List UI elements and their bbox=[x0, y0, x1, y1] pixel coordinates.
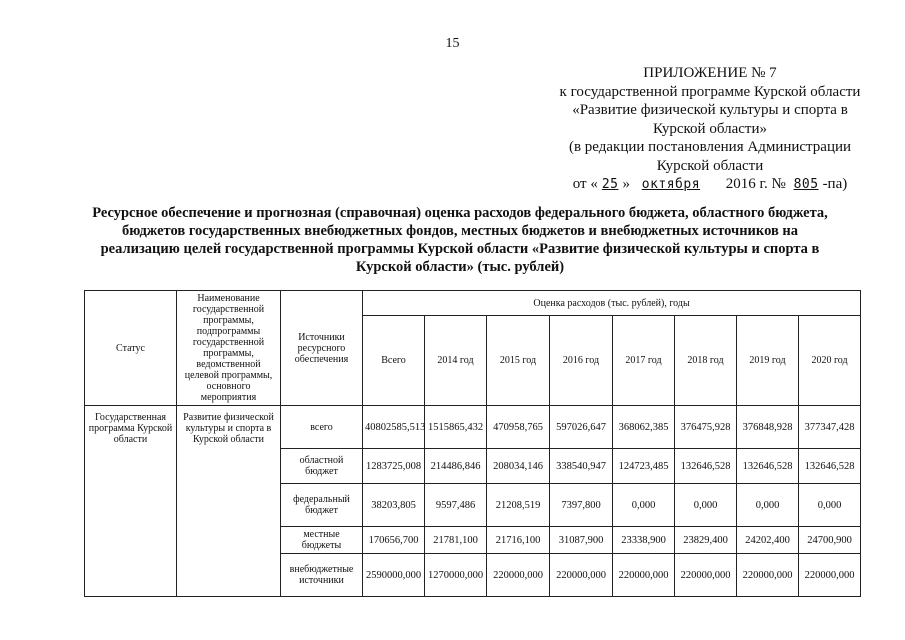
appendix-line: ПРИЛОЖЕНИЕ № 7 bbox=[643, 65, 777, 81]
cell-value: 220000,000 bbox=[613, 554, 675, 597]
cell-value: 21781,100 bbox=[425, 527, 487, 554]
cell-value: 9597,486 bbox=[425, 484, 487, 527]
header-year: 2020 год bbox=[799, 316, 861, 406]
cell-value: 21716,100 bbox=[487, 527, 550, 554]
page-number: 15 bbox=[445, 36, 460, 51]
cell-value: 377347,428 bbox=[799, 406, 861, 449]
cell-value: 0,000 bbox=[675, 484, 737, 527]
cell-value: 31087,900 bbox=[550, 527, 613, 554]
row-source: федеральный бюджет bbox=[281, 484, 363, 527]
cell-value: 220000,000 bbox=[799, 554, 861, 597]
row-source: местные бюджеты bbox=[281, 527, 363, 554]
cell-value: 23338,900 bbox=[613, 527, 675, 554]
cell-value: 338540,947 bbox=[550, 449, 613, 484]
cell-value: 368062,385 bbox=[613, 406, 675, 449]
cell-value: 132646,528 bbox=[675, 449, 737, 484]
row-source: областной бюджет bbox=[281, 449, 363, 484]
cell-value: 132646,528 bbox=[799, 449, 861, 484]
header-estimate: Оценка расходов (тыс. рублей), годы bbox=[363, 291, 861, 316]
cell-value: 21208,519 bbox=[487, 484, 550, 527]
program-status: Государственная программа Курской области bbox=[85, 406, 177, 597]
appendix-line: к государственной программе Курской области bbox=[559, 83, 861, 100]
header-sources: Источники ресурсного обеспечения bbox=[281, 291, 363, 406]
cell-value: 208034,146 bbox=[487, 449, 550, 484]
cell-value: 23829,400 bbox=[675, 527, 737, 554]
cell-value: 220000,000 bbox=[737, 554, 799, 597]
cell-value: 470958,765 bbox=[487, 406, 550, 449]
cell-value: 132646,528 bbox=[737, 449, 799, 484]
cell-value: 7397,800 bbox=[550, 484, 613, 527]
cell-value: 40802585,513 bbox=[363, 406, 425, 449]
date-suffix: -па) bbox=[822, 176, 848, 192]
date-number: 805 bbox=[793, 177, 819, 192]
program-name: Развитие физической культуры и спорта в Курской области bbox=[177, 406, 281, 597]
row-source: внебюджетные источники bbox=[281, 554, 363, 597]
date-month: октября bbox=[641, 177, 701, 192]
cell-value: 376475,928 bbox=[675, 406, 737, 449]
header-year: 2018 год bbox=[675, 316, 737, 406]
header-year: 2014 год bbox=[425, 316, 487, 406]
header-year: Всего bbox=[363, 316, 425, 406]
cell-value: 220000,000 bbox=[550, 554, 613, 597]
date-prefix: от « bbox=[572, 176, 598, 192]
cell-value: 220000,000 bbox=[675, 554, 737, 597]
row-source: всего bbox=[281, 406, 363, 449]
appendix-date-line bbox=[520, 175, 900, 195]
date-year: 2016 г. № bbox=[725, 176, 786, 192]
header-status: Статус bbox=[85, 291, 177, 406]
header-name: Наименование государственной программы, подпрограммы государственной программы, ведомственной целевой программы, основного мероприятия bbox=[177, 291, 281, 406]
appendix-line: Курской области» bbox=[653, 120, 767, 137]
cell-value: 1515865,432 bbox=[425, 406, 487, 449]
date-day: 25 bbox=[601, 177, 619, 192]
table-row bbox=[85, 406, 861, 449]
cell-value: 376848,928 bbox=[737, 406, 799, 449]
header-year: 2017 год bbox=[613, 316, 675, 406]
cell-value: 0,000 bbox=[799, 484, 861, 527]
date-mid: » bbox=[622, 176, 630, 192]
cell-value: 214486,846 bbox=[425, 449, 487, 484]
resource-table bbox=[84, 290, 861, 597]
appendix-line: (в редакции постановления Администрации bbox=[568, 139, 852, 155]
header-year: 2016 год bbox=[550, 316, 613, 406]
appendix-header bbox=[520, 64, 900, 195]
cell-value: 0,000 bbox=[737, 484, 799, 527]
cell-value: 170656,700 bbox=[363, 527, 425, 554]
document-title: Ресурсное обеспечение и прогнозная (справочная) оценка расходов федерального бюджета, областного бюджета, бюджетов государственных внебюджетных фондов, местных бюджетов и внебюджетных источников на реализацию целей государственной программы Курской области «Развитие физической культуры и спорта в Курской области» (тыс. рублей) bbox=[92, 205, 828, 275]
appendix-line: Курской области bbox=[656, 157, 764, 174]
header-year: 2019 год bbox=[737, 316, 799, 406]
cell-value: 1283725,008 bbox=[363, 449, 425, 484]
cell-value: 124723,485 bbox=[613, 449, 675, 484]
appendix-line: «Развитие физической культуры и спорта в bbox=[572, 102, 848, 118]
cell-value: 1270000,000 bbox=[425, 554, 487, 597]
cell-value: 220000,000 bbox=[487, 554, 550, 597]
cell-value: 2590000,000 bbox=[363, 554, 425, 597]
cell-value: 24202,400 bbox=[737, 527, 799, 554]
cell-value: 597026,647 bbox=[550, 406, 613, 449]
cell-value: 24700,900 bbox=[799, 527, 861, 554]
cell-value: 38203,805 bbox=[363, 484, 425, 527]
header-year: 2015 год bbox=[487, 316, 550, 406]
header-row bbox=[85, 291, 861, 316]
cell-value: 0,000 bbox=[613, 484, 675, 527]
